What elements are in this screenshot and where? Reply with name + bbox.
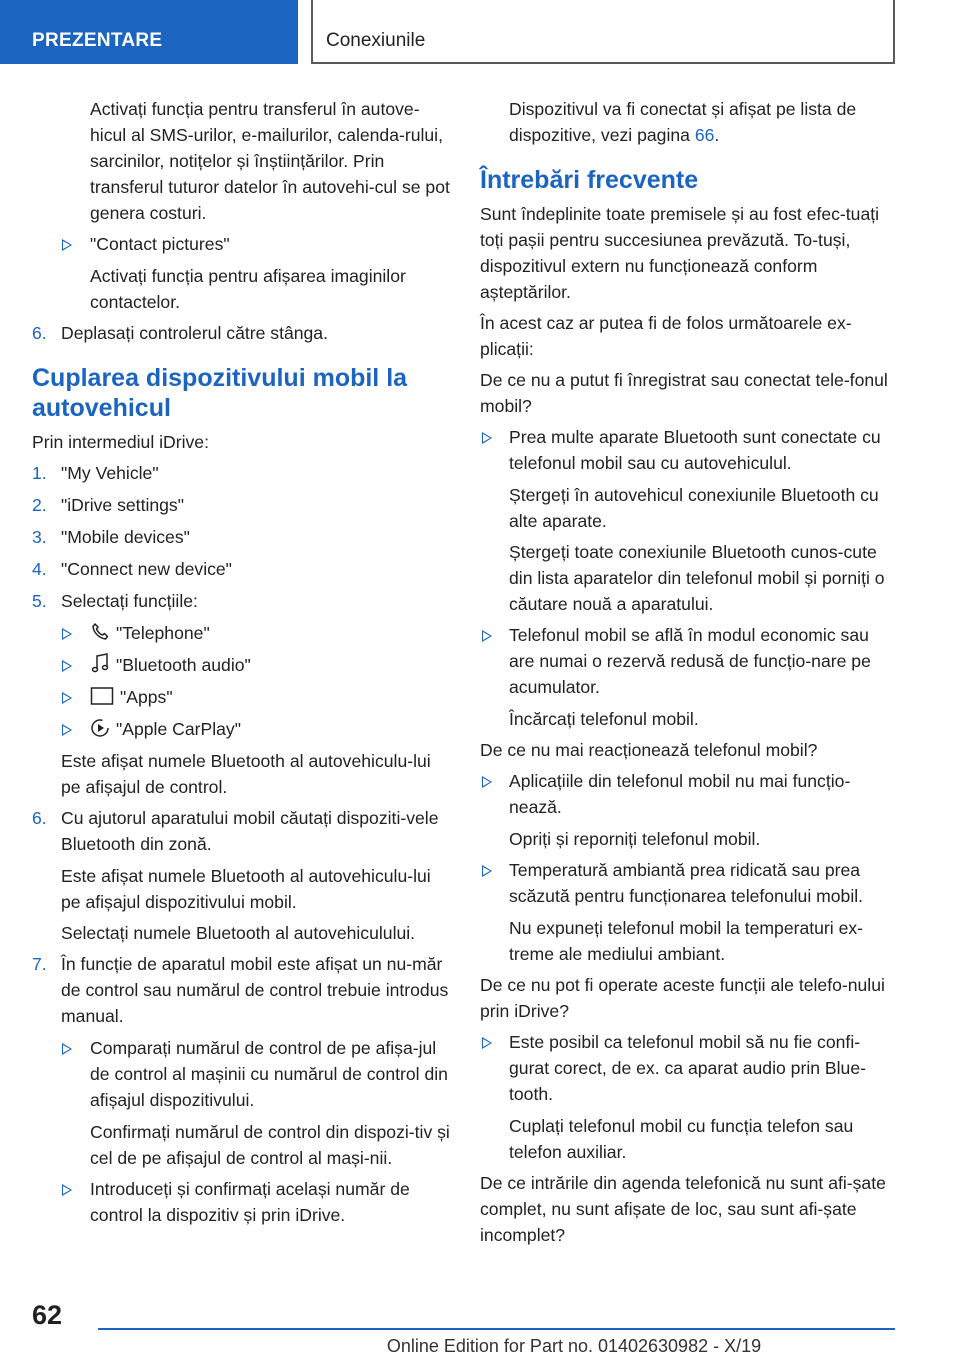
chapter-tab bbox=[311, 0, 895, 64]
paragraph: Dispozitivul va fi conectat și afișat pe lista de dispozitive, vezi pagina 66. bbox=[509, 99, 857, 145]
triangle-bullet-icon bbox=[62, 724, 72, 736]
bullet-item: Introduceți și confirmați același număr de control la dispozitiv și prin iDrive. bbox=[32, 1176, 450, 1228]
paragraph: Ștergeți toate conexiunile Bluetooth cunos-cute din lista aparatelor din telefonul mobil și porniți o căutare nouă a aparatului. bbox=[509, 542, 885, 614]
bullet-item: Temperatură ambiantă prea ridicată sau prea scăzută pentru funcționarea telefonului mobil. bbox=[480, 857, 895, 909]
paragraph: În acest caz ar putea fi de folos următoarele ex-plicații: bbox=[480, 313, 852, 359]
triangle-bullet-icon bbox=[62, 660, 72, 672]
triangle-bullet-icon bbox=[482, 432, 492, 444]
step-number: 3. bbox=[32, 527, 47, 547]
paragraph: Activați funcția pentru transferul în autove-hicul al SMS-urilor, e-mailurilor, calenda-rului, sarcinilor, notițelor și înștiințărilor. Prin transferul tuturor datelor în autovehi-cul se pot genera costuri. bbox=[90, 99, 450, 223]
apps-icon bbox=[90, 686, 114, 706]
section-title: PREZENTARE bbox=[32, 30, 163, 51]
bullet-item: "Bluetooth audio" bbox=[32, 652, 450, 678]
paragraph: Sunt îndeplinite toate premisele și au fost efec-tuați toți pașii pentru succesiunea prevăzută. To-tuși, dispozitivul extern nu funcționează conform așteptărilor. bbox=[480, 204, 880, 302]
step-number: 1. bbox=[32, 463, 47, 483]
paragraph: Cuplați telefonul mobil cu funcția telefon sau telefon auxiliar. bbox=[509, 1116, 854, 1162]
phone-icon bbox=[90, 622, 110, 642]
page-link[interactable]: 66 bbox=[694, 125, 715, 145]
question: De ce intrările din agenda telefonică nu sunt afi-șate complet, nu sunt afișate de loc, sau sunt afi-șate incomplet? bbox=[480, 1173, 886, 1245]
paragraph: Este afișat numele Bluetooth al autovehiculu-lui pe afișajul dispozitivului mobil. bbox=[61, 866, 431, 912]
step-number: 7. bbox=[32, 954, 47, 974]
paragraph: Opriți și reporniți telefonul mobil. bbox=[509, 829, 761, 849]
step-item: 7. În funcție de aparatul mobil este afișat un nu-măr de control sau numărul de control trebuie introdus manual. bbox=[32, 951, 450, 1029]
bullet-item: Comparați numărul de control de pe afișa-jul de control al mașinii cu numărul de control din afișajul dispozitivului. bbox=[32, 1035, 450, 1113]
step-number: 6. bbox=[32, 808, 47, 828]
footer-divider bbox=[98, 1328, 895, 1330]
bullet-item: Este posibil ca telefonul mobil să nu fie confi-gurat corect, de ex. ca aparat audio prin Blue-tooth. bbox=[480, 1029, 895, 1107]
bullet-item: "Telephone" bbox=[32, 620, 450, 646]
carplay-icon bbox=[90, 718, 110, 738]
chapter-title: Conexiunile bbox=[326, 30, 426, 51]
triangle-bullet-icon bbox=[62, 628, 72, 640]
bullet-item: "Apps" bbox=[32, 684, 450, 710]
step-number: 6. bbox=[32, 323, 47, 343]
section-heading: Cuplarea dispozitivului mobil la autovehicul bbox=[32, 364, 408, 422]
step-item: 2. "iDrive settings" bbox=[32, 492, 450, 518]
bullet-item: Telefonul mobil se află în modul economic sau are numai o rezervă redusă de funcțio-nare pe acumulator. bbox=[480, 622, 895, 700]
triangle-bullet-icon bbox=[482, 776, 492, 788]
triangle-bullet-icon bbox=[62, 1184, 72, 1196]
section-tab bbox=[0, 0, 298, 64]
paragraph: Prin intermediul iDrive: bbox=[32, 432, 209, 452]
paragraph: Confirmați numărul de control din dispozi-tiv și cel de pe afișajul de control al mași-nii. bbox=[90, 1122, 450, 1168]
section-heading: Întrebări frecvente bbox=[480, 166, 699, 194]
edition-note: Online Edition for Part no. 01402630982 - X/19 bbox=[386, 1336, 762, 1356]
left-column bbox=[32, 96, 450, 1234]
right-column bbox=[480, 96, 895, 1253]
triangle-bullet-icon bbox=[62, 692, 72, 704]
bullet-item: "Contact pictures" bbox=[32, 231, 450, 257]
step-item: 3. "Mobile devices" bbox=[32, 524, 450, 550]
triangle-bullet-icon bbox=[482, 1037, 492, 1049]
triangle-bullet-icon bbox=[482, 865, 492, 877]
music-note-icon bbox=[90, 652, 110, 674]
question: De ce nu mai reacționează telefonul mobil? bbox=[480, 740, 818, 760]
step-item: 5. Selectați funcțiile: bbox=[32, 588, 450, 614]
question: De ce nu a putut fi înregistrat sau conectat tele-fonul mobil? bbox=[480, 370, 888, 416]
paragraph: Ștergeți în autovehicul conexiunile Bluetooth cu alte aparate. bbox=[509, 485, 879, 531]
paragraph: Activați funcția pentru afișarea imaginilor contactelor. bbox=[90, 266, 406, 312]
page-number: 62 bbox=[32, 1300, 63, 1330]
step-item: 6. Cu ajutorul aparatului mobil căutați dispoziti-vele Bluetooth din zonă. bbox=[32, 805, 450, 857]
triangle-bullet-icon bbox=[62, 239, 72, 251]
paragraph: Selectați numele Bluetooth al autovehiculului. bbox=[61, 923, 416, 943]
step-item: 1. "My Vehicle" bbox=[32, 460, 450, 486]
bullet-item: Aplicațiile din telefonul mobil nu mai funcțio-nează. bbox=[480, 768, 895, 820]
step-number: 5. bbox=[32, 591, 47, 611]
triangle-bullet-icon bbox=[482, 630, 492, 642]
bullet-item: Prea multe aparate Bluetooth sunt conectate cu telefonul mobil sau cu autovehiculul. bbox=[480, 424, 895, 476]
step-item: 4. "Connect new device" bbox=[32, 556, 450, 582]
bullet-item: "Apple CarPlay" bbox=[32, 716, 450, 742]
question: De ce nu pot fi operate aceste funcții ale telefo-nului prin iDrive? bbox=[480, 975, 885, 1021]
paragraph: Este afișat numele Bluetooth al autovehiculu-lui pe afișajul de control. bbox=[61, 751, 431, 797]
step-number: 2. bbox=[32, 495, 47, 515]
paragraph: Nu expuneți telefonul mobil la temperaturi ex-treme ale mediului ambiant. bbox=[509, 918, 864, 964]
step-item: 6. Deplasați controlerul către stânga. bbox=[32, 320, 450, 346]
triangle-bullet-icon bbox=[62, 1043, 72, 1055]
paragraph: Încărcați telefonul mobil. bbox=[509, 709, 699, 729]
step-number: 4. bbox=[32, 559, 47, 579]
